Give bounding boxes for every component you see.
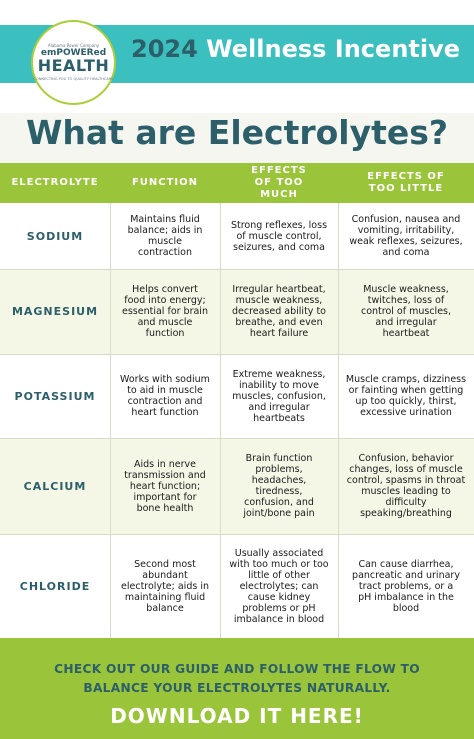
too-little-cell: Muscle cramps, dizziness or fainting when getting up too quickly, thirst, excessive urination: [345, 374, 467, 418]
download-link[interactable]: DOWNLOAD IT HERE!: [110, 704, 364, 728]
table-row-calcium: [0, 438, 474, 534]
header-year: 2024: [131, 35, 198, 63]
logo-company: Alabama Power Company: [47, 43, 100, 48]
function-cell: Works with sodium to aid in muscle contraction and heart function: [120, 374, 210, 418]
electrolyte-name: CALCIUM: [23, 479, 87, 493]
too-little-cell: Can cause diarrhea, pancreatic and urinary tract problems, or a pH imbalance in the blood: [352, 558, 460, 614]
footer-line-2: BALANCE YOUR ELECTROLYTES NATURALLY.: [83, 681, 391, 695]
too-much-cell: Strong reflexes, loss of muscle control, seizures, and coma: [230, 219, 328, 253]
electrolyte-name: SODIUM: [26, 229, 84, 243]
column-header-too-much: EFFECTS OF TOO MUCH: [251, 165, 307, 200]
header-title: [131, 35, 461, 63]
header: [0, 0, 474, 113]
column-header-electrolyte: ELECTROLYTE: [11, 177, 99, 188]
too-little-cell: Confusion, behavior changes, loss of muscle control, spasms in throat muscles leading to difficulty speaking/breathing: [346, 453, 466, 519]
function-cell: Aids in nerve transmission and heart function; important for bone health: [124, 458, 206, 514]
row-divider: [0, 354, 474, 355]
too-much-cell: Irregular heartbeat, muscle weakness, decreased ability to breathe, and even heart failure: [232, 284, 326, 339]
too-little-cell: Confusion, nausea and vomiting, irritability, weak reflexes, seizures, and coma: [349, 214, 463, 258]
logo-tagline: CONNECTING YOU TO QUALITY HEALTHCARE: [33, 77, 114, 81]
table-row-chloride: [0, 534, 474, 638]
electrolyte-name: MAGNESIUM: [11, 305, 99, 318]
function-cell: Second most abundant electrolyte; aids in maintaining fluid balance: [121, 558, 209, 614]
logo-brand-top: emPOWERed: [40, 48, 107, 58]
logo-brand-bottom: HEALTH: [37, 56, 110, 75]
page-title: What are Electrolytes?: [25, 113, 449, 152]
row-divider: [0, 534, 474, 535]
footer-banner[interactable]: [0, 638, 474, 739]
table-row-potassium: [0, 354, 474, 438]
header-title-text: Wellness Incentive: [206, 35, 461, 63]
electrolyte-name: CHLORIDE: [19, 579, 91, 593]
row-divider: [0, 269, 474, 270]
footer-text: [0, 660, 474, 698]
column-header-function: FUNCTION: [131, 177, 199, 188]
too-much-cell: Usually associated with too much or too little of other electrolytes; can cause kidney problems or pH imbalance in blood: [229, 547, 329, 625]
too-much-cell: Extreme weakness, inability to move muscles, confusion, and irregular heartbeats: [232, 368, 326, 424]
electrolyte-name: POTASSIUM: [14, 389, 96, 403]
empowered-health-logo: [31, 20, 116, 105]
too-little-cell: Muscle weakness, twitches, loss of control of muscles, and irregular heartbeat: [360, 284, 452, 339]
too-much-cell: Brain function problems, headaches, tiredness, confusion, and joint/bone pain: [243, 453, 315, 519]
function-cell: Maintains fluid balance; aids in muscle contraction: [127, 214, 203, 258]
footer-line-1: CHECK OUT OUR GUIDE AND FOLLOW THE FLOW TO: [54, 662, 420, 676]
function-cell: Helps convert food into energy; essential for brain and muscle function: [122, 284, 208, 339]
table-row-magnesium: [0, 269, 474, 354]
row-divider: [0, 438, 474, 439]
column-header-too-little: EFFECTS OF TOO LITTLE: [367, 171, 445, 194]
table-row-sodium: [0, 203, 474, 269]
table-header: [0, 163, 474, 203]
